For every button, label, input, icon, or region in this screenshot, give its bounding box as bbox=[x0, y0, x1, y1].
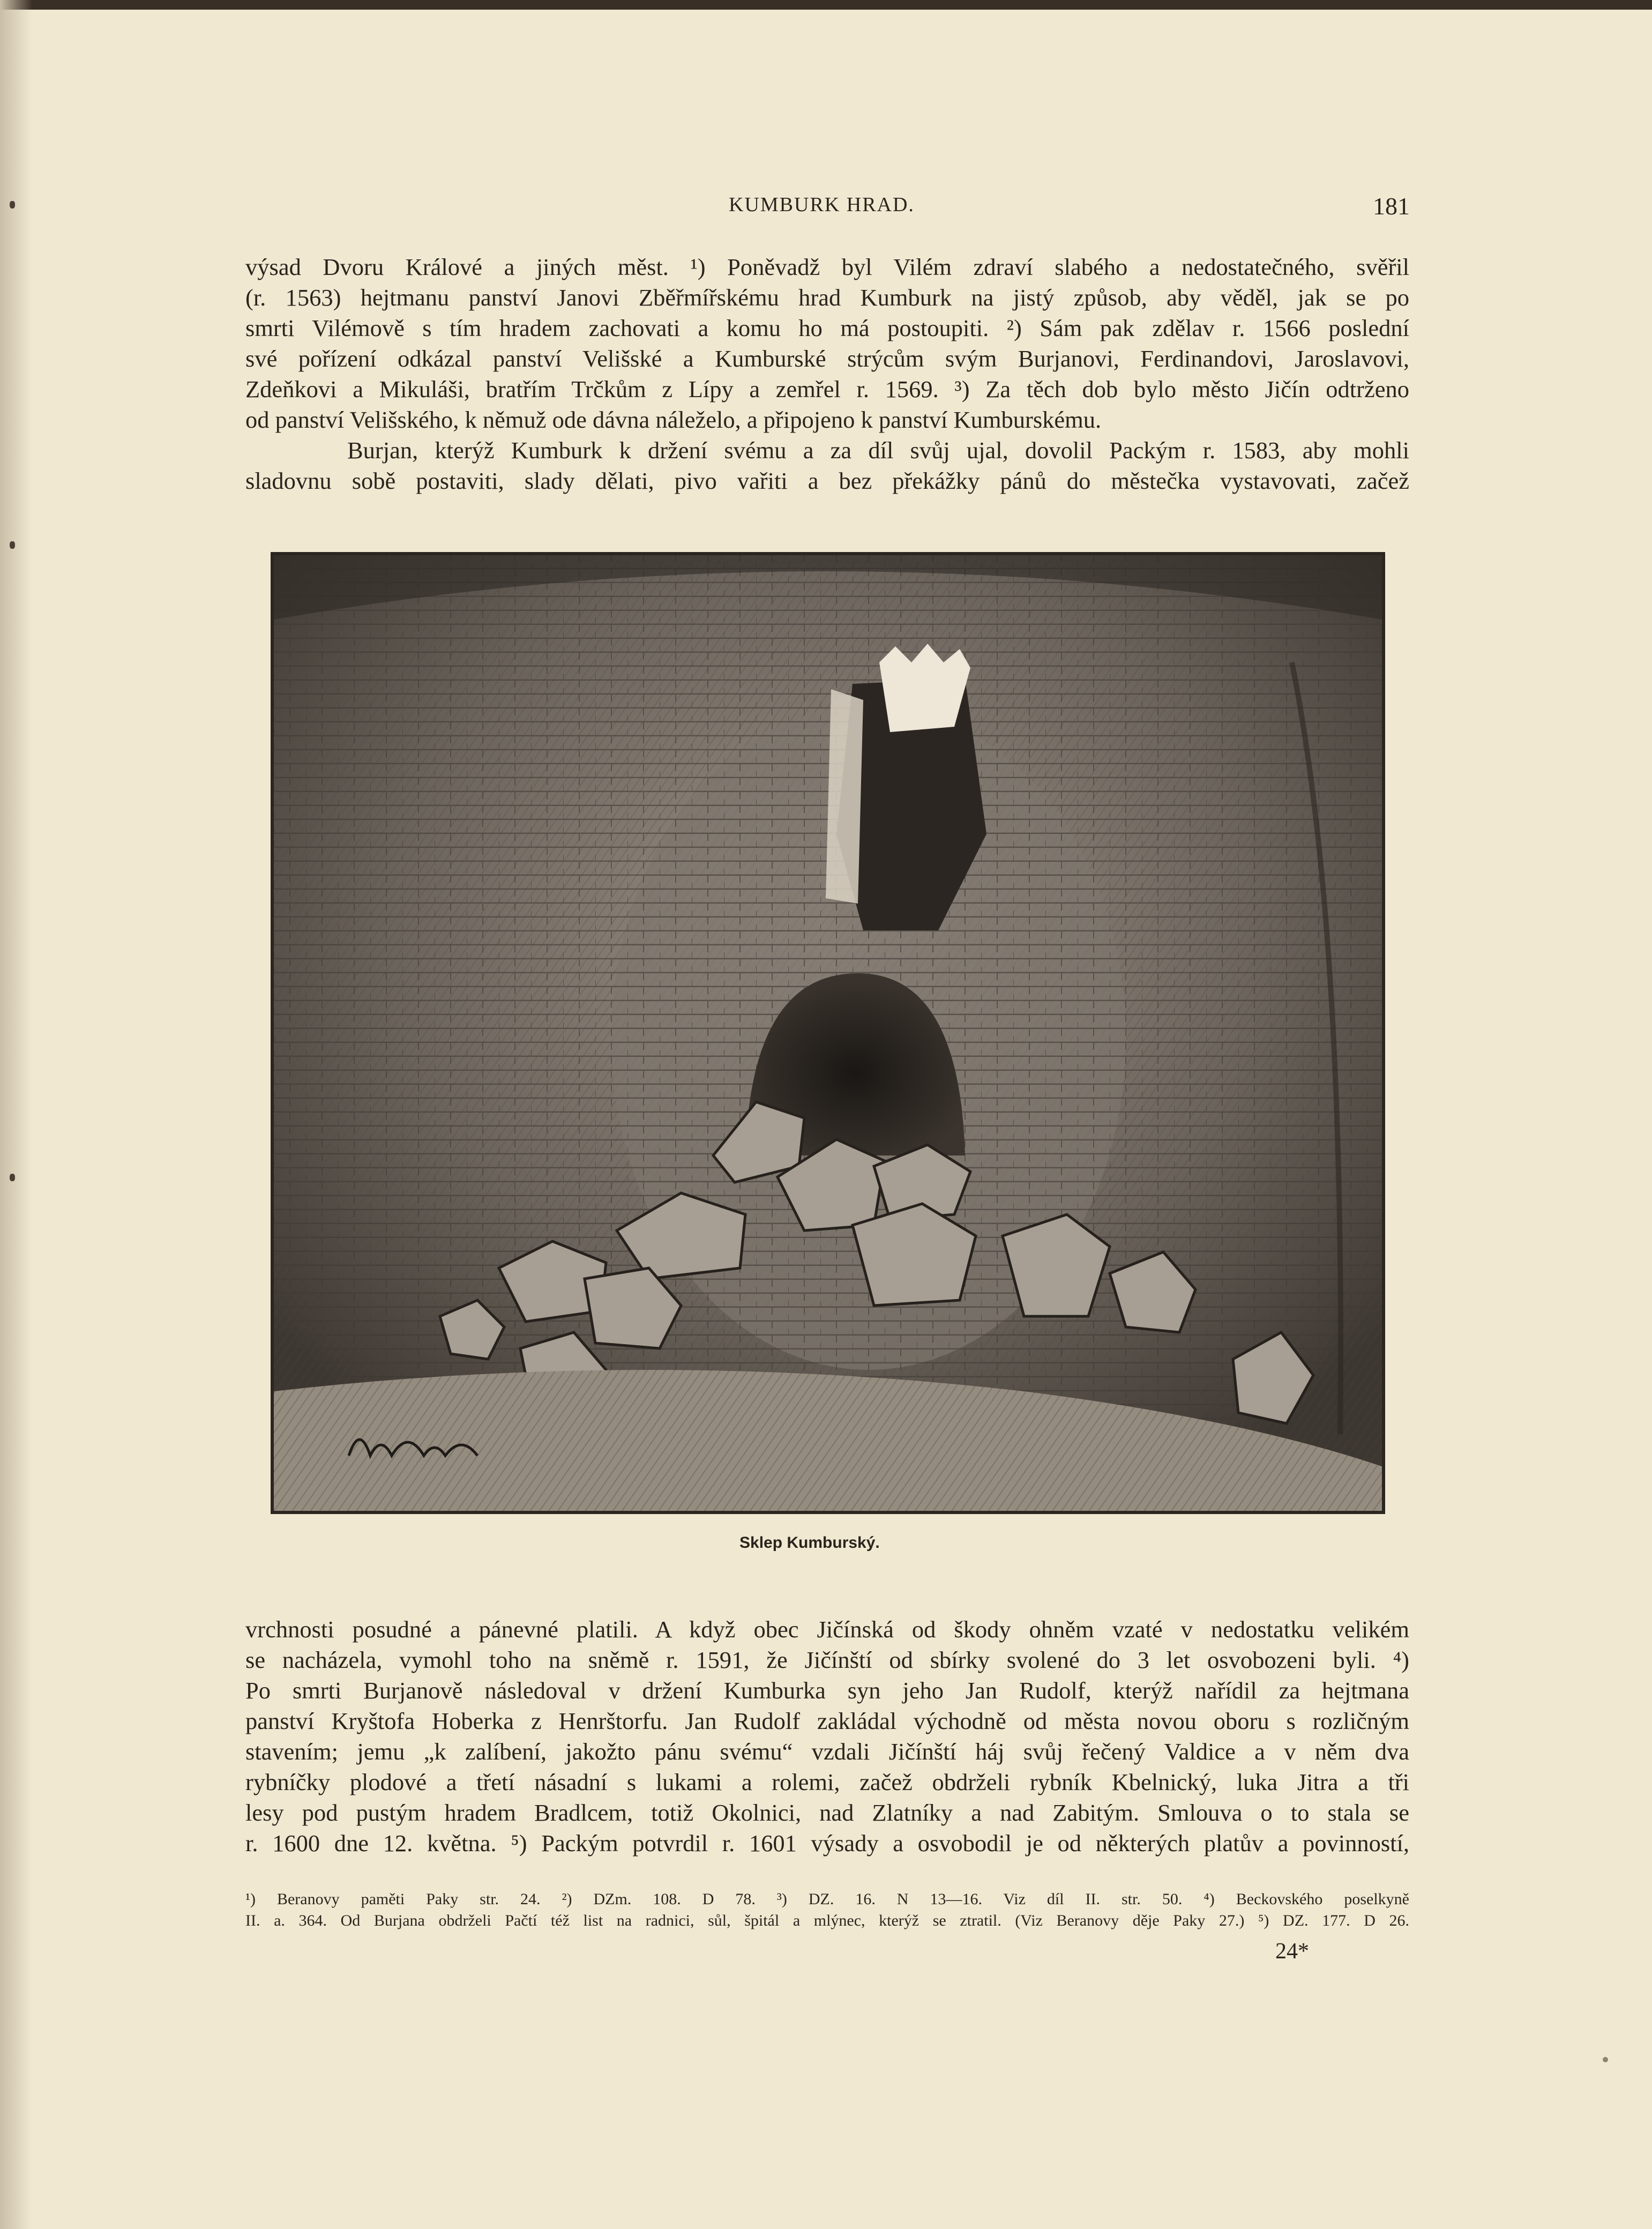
footnote-line: ¹) Beranovy paměti Paky str. 24. ²) DZm. 108. D 78. ³) DZ. 16. N 13—16. Viz díl II. str. 50. ⁴) Beckovského poselkyně bbox=[245, 1890, 1409, 1908]
page-number: 181 bbox=[1373, 192, 1410, 220]
paragraph-1 bbox=[245, 252, 1409, 435]
page-gutter-shadow bbox=[0, 0, 32, 2229]
printer-signature: 24* bbox=[1275, 1939, 1309, 1964]
body-text-bottom bbox=[245, 1614, 1409, 1859]
margin-mark bbox=[10, 541, 15, 549]
text-line: (r. 1563) hejtmanu panství Janovi Zběřmířskému hrad Kumburk na jistý způsob, aby věděl, jak se po bbox=[245, 284, 1409, 311]
text-line: Zdeňkovi a Mikuláši, bratřím Trčkům z Lípy a zemřel r. 1569. ³) Za těch dob bylo město Jičín odtrženo bbox=[245, 376, 1409, 402]
text-line: od panství Velišského, k němuž ode dávna náleželo, a připojeno k panství Kumburskému. bbox=[245, 406, 1102, 433]
running-head: KUMBURK HRAD. bbox=[729, 193, 915, 216]
margin-mark bbox=[10, 1174, 15, 1181]
text-line: Burjan, kterýž Kumburk k držení svému a za díl svůj ujal, dovolil Packým r. 1583, aby mohli bbox=[347, 437, 1409, 464]
footnote-line: II. a. 364. Od Burjana obdrželi Pačtí též list na radnici, sůl, špitál a mlýnec, kterýž se ztratil. (Viz Beranovy děje Paky 27.) ⁵) DZ. 177. D 26. bbox=[245, 1912, 1409, 1929]
text-line: stavením; jemu „k zalíbení, jakožto pánu svému“ vzdali Jičínští háj svůj řečený Valdice a v něm dva bbox=[245, 1738, 1409, 1765]
scan-edge bbox=[0, 0, 1652, 10]
text-line: Po smrti Burjanově následoval v držení Kumburka syn jeho Jan Rudolf, kterýž nařídil za hejtmana bbox=[245, 1677, 1409, 1704]
text-line: panství Kryštofa Hoberka z Henrštorfu. Jan Rudolf zakládal východně od města novou oboru s rozličným bbox=[245, 1708, 1409, 1734]
paragraph-2 bbox=[245, 435, 1409, 496]
text-line: sladovnu sobě postaviti, slady dělati, pivo vařiti a bez překážky pánů do městečka vystavovati, začež bbox=[245, 467, 1409, 494]
text-line: své pořízení odkázal panství Velišské a Kumburské strýcům svým Burjanovi, Ferdinandovi, Jaroslavovi, bbox=[245, 345, 1409, 372]
figure-caption: Sklep Kumburský. bbox=[739, 1534, 880, 1552]
text-line: se nacházela, vymohl toho na sněmě r. 1591, že Jičínští od sbírky svolené do 3 let osvobozeni byli. ⁴) bbox=[245, 1646, 1409, 1673]
paragraph-3 bbox=[245, 1614, 1409, 1859]
margin-mark bbox=[10, 201, 15, 208]
text-line: lesy pod pustým hradem Bradlcem, totiž Okolnici, nad Zlatníky a nad Zabitým. Smlouva o to stala se bbox=[245, 1799, 1409, 1826]
engraving-image bbox=[274, 555, 1382, 1511]
text-line: vrchnosti posudné a pánevné platili. A když obec Jičínská od škody ohněm vzaté v nedostatku velikém bbox=[245, 1616, 1409, 1643]
text-line: rybníčky plodové a třetí násadní s lukami a rolemi, začež obdrželi rybník Kbelnický, luka Jitra a tři bbox=[245, 1769, 1409, 1795]
text-line: r. 1600 dne 12. května. ⁵) Packým potvrdil r. 1601 výsady a osvobodil je od některých platův a povinností, bbox=[245, 1830, 1409, 1857]
text-line: smrti Vilémově s tím hradem zachovati a komu ho má postoupiti. ²) Sám pak zdělav r. 1566 poslední bbox=[245, 315, 1409, 341]
footnotes bbox=[245, 1889, 1409, 1932]
scan-speck bbox=[1603, 2057, 1608, 2062]
text-line: výsad Dvoru Králové a jiných měst. ¹) Poněvadž byl Vilém zdraví slabého a nedostatečného, svěřil bbox=[245, 254, 1409, 280]
cellar-illustration bbox=[271, 552, 1385, 1514]
body-text-top bbox=[245, 252, 1409, 496]
